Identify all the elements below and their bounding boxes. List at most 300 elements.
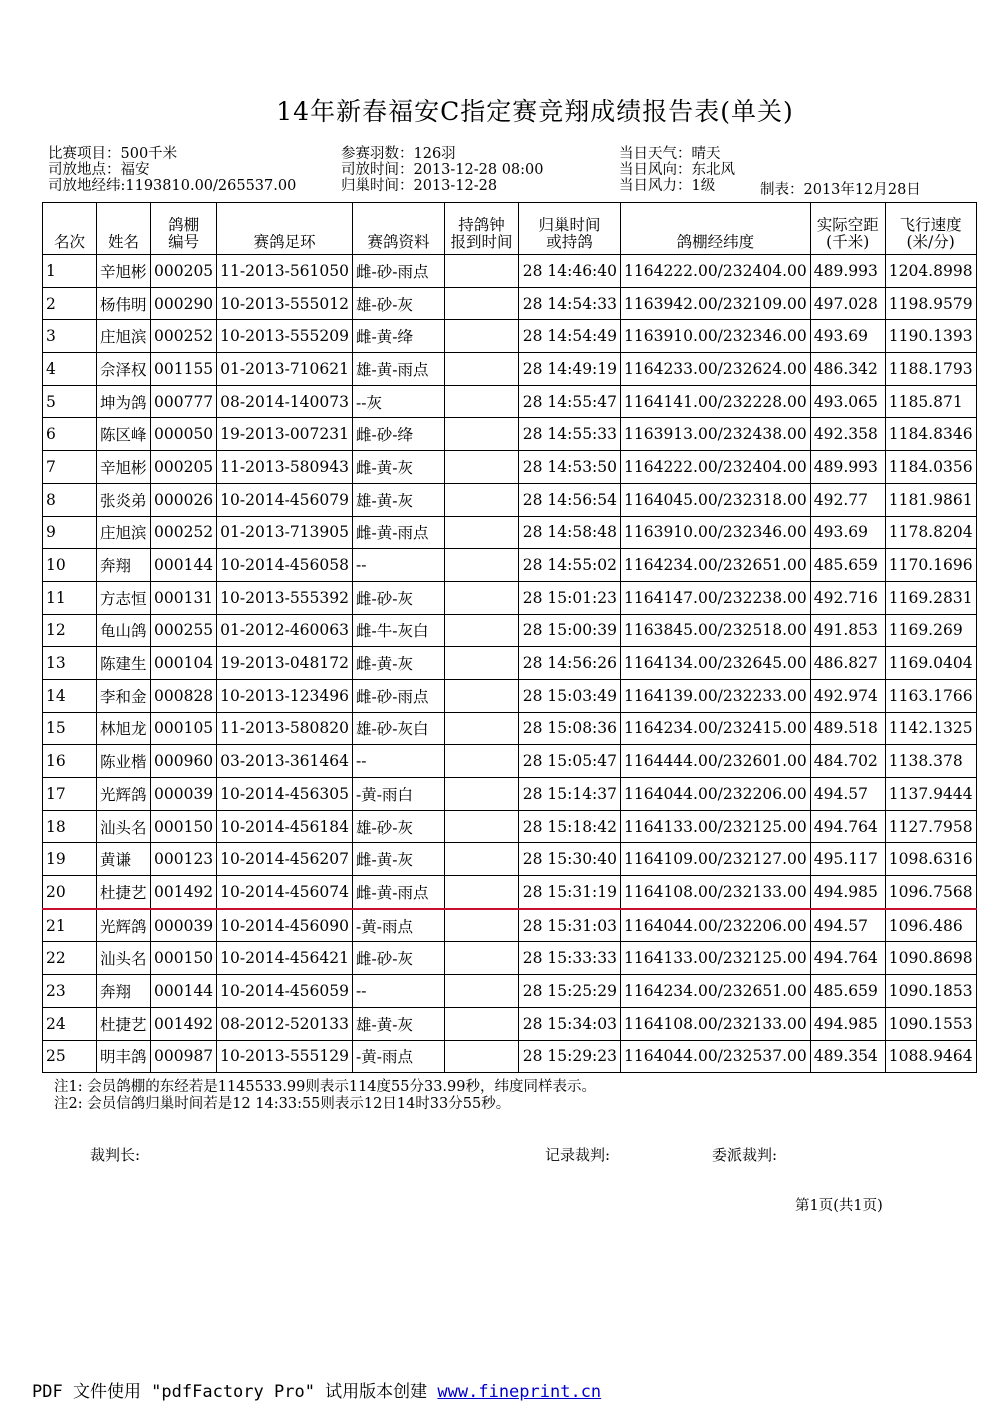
cell-loft-id: 000039 [151,778,217,811]
header-ring: 赛鸽足环 [217,203,353,255]
cell-loft-id: 000123 [151,843,217,876]
cell-name: 辛旭彬 [97,451,151,484]
cell-ring: 10-2014-456059 [217,975,353,1008]
cell-coordinates: 1164108.00/232133.00 [621,876,811,909]
cell-clock-report [445,679,519,712]
release-location: 司放地点：福安 [48,162,150,178]
cell-ring: 01-2012-460063 [217,614,353,647]
cell-pigeon-info: 雌-黄-雨点 [353,876,445,909]
footer-text: PDF 文件使用 "pdfFactory Pro" 试用版本创建 [32,1382,438,1402]
cell-arrival-time: 28 14:55:02 [519,549,621,582]
page-title: 14年新春福安C指定赛竞翔成绩报告表(单关) [276,97,794,126]
entry-count: 参赛羽数：126羽 [341,146,456,162]
cell-clock-report [445,516,519,549]
cell-pigeon-info: 雌-黄-灰 [353,843,445,876]
table-row [43,647,977,680]
cell-coordinates: 1164108.00/232133.00 [621,1007,811,1040]
cell-coordinates: 1164134.00/232645.00 [621,647,811,680]
cell-distance: 492.77 [810,483,885,516]
cell-ring: 19-2013-007231 [217,418,353,451]
table-row [43,287,977,320]
cell-name: 黄谦 [97,843,151,876]
release-time: 司放时间：2013-12-28 08:00 [341,162,544,178]
cell-pigeon-info: -- [353,745,445,778]
cell-name: 林旭龙 [97,712,151,745]
cell-speed: 1169.269 [885,614,976,647]
cell-distance: 494.985 [810,1007,885,1040]
cell-coordinates: 1164044.00/232206.00 [621,778,811,811]
cell-speed: 1204.8998 [885,255,976,288]
cell-distance: 497.028 [810,287,885,320]
cell-distance: 495.117 [810,843,885,876]
table-row [43,320,977,353]
cell-rank: 3 [43,320,97,353]
cell-loft-id: 000150 [151,942,217,975]
cell-distance: 486.342 [810,353,885,386]
table-row [43,778,977,811]
cell-rank: 16 [43,745,97,778]
cell-distance: 492.716 [810,581,885,614]
cell-name: 龟山鸽 [97,614,151,647]
cell-loft-id: 000205 [151,451,217,484]
table-row [43,549,977,582]
cell-rank: 17 [43,778,97,811]
race-info-column-2 [341,146,544,194]
cell-ring: 01-2013-713905 [217,516,353,549]
cell-clock-report [445,876,519,909]
cell-coordinates: 1163942.00/232109.00 [621,287,811,320]
race-event: 比赛项目：500千米 [48,146,178,162]
cell-coordinates: 1163910.00/232346.00 [621,320,811,353]
cell-arrival-time: 28 14:46:40 [519,255,621,288]
cell-ring: 10-2014-456090 [217,909,353,942]
cell-distance: 492.358 [810,418,885,451]
table-row [43,712,977,745]
pdf-footer [32,1377,601,1402]
cell-speed: 1096.7568 [885,876,976,909]
header-coordinates: 鸽棚经纬度 [621,203,811,255]
note-1: 注1: 会员鸽棚的东经若是1145533.99则表示114度55分33.99秒，纬度同样表示。 [54,1079,596,1095]
cell-name: 李和金 [97,679,151,712]
cell-pigeon-info: -黄-雨白 [353,778,445,811]
cell-loft-id: 000828 [151,679,217,712]
cell-coordinates: 1164444.00/232601.00 [621,745,811,778]
cell-loft-id: 000150 [151,810,217,843]
cell-name: 佘泽权 [97,353,151,386]
cell-loft-id: 001155 [151,353,217,386]
cell-name: 奔翔 [97,975,151,1008]
table-row [43,1007,977,1040]
cell-clock-report [445,614,519,647]
cell-pigeon-info: 雌-砂-雨点 [353,255,445,288]
cell-name: 庄旭滨 [97,320,151,353]
cell-rank: 14 [43,679,97,712]
cell-arrival-time: 28 14:58:48 [519,516,621,549]
table-row [43,581,977,614]
cell-speed: 1198.9579 [885,287,976,320]
cell-name: 杨伟明 [97,287,151,320]
cell-coordinates: 1164222.00/232404.00 [621,255,811,288]
cell-coordinates: 1164234.00/232415.00 [621,712,811,745]
table-row [43,810,977,843]
cell-coordinates: 1164133.00/232125.00 [621,942,811,975]
cell-loft-id: 001492 [151,1007,217,1040]
cell-name: 杜捷艺 [97,876,151,909]
note-2: 注2: 会员信鸽归巢时间若是12 14:33:55则表示12日14时33分55秒。 [54,1096,511,1112]
cell-arrival-time: 28 15:31:19 [519,876,621,909]
cell-clock-report [445,418,519,451]
cell-ring: 03-2013-361464 [217,745,353,778]
cell-clock-report [445,451,519,484]
cell-distance: 494.985 [810,876,885,909]
cell-ring: 10-2014-456421 [217,942,353,975]
chief-referee-label: 裁判长: [90,1146,141,1164]
header-rank: 名次 [43,203,97,255]
cell-speed: 1170.1696 [885,549,976,582]
cell-coordinates: 1164109.00/232127.00 [621,843,811,876]
cell-name: 汕头名 [97,942,151,975]
cell-arrival-time: 28 14:56:54 [519,483,621,516]
cell-arrival-time: 28 15:08:36 [519,712,621,745]
cell-rank: 25 [43,1040,97,1073]
cell-coordinates: 1164044.00/232206.00 [621,909,811,942]
cell-rank: 23 [43,975,97,1008]
cell-speed: 1090.1853 [885,975,976,1008]
table-row [43,1040,977,1073]
cell-name: 坤为鸽 [97,385,151,418]
table-maker-date: 制表：2013年12月28日 [760,182,921,198]
cell-distance: 492.974 [810,679,885,712]
cell-name: 方志恒 [97,581,151,614]
cell-arrival-time: 28 15:01:23 [519,581,621,614]
cell-ring: 01-2013-710621 [217,353,353,386]
cell-loft-id: 000144 [151,549,217,582]
cell-ring: 10-2014-456207 [217,843,353,876]
cell-pigeon-info: -黄-雨点 [353,1040,445,1073]
cell-pigeon-info: 雌-砂-灰 [353,581,445,614]
cell-pigeon-info: 雄-砂-灰白 [353,712,445,745]
cell-pigeon-info: 雄-砂-灰 [353,810,445,843]
table-header-row [43,203,977,255]
cell-rank: 22 [43,942,97,975]
cell-pigeon-info: --灰 [353,385,445,418]
table-row [43,516,977,549]
cell-coordinates: 1163845.00/232518.00 [621,614,811,647]
cell-clock-report [445,712,519,745]
cell-ring: 11-2013-580820 [217,712,353,745]
results-body [43,255,977,1073]
cell-ring: 10-2014-456305 [217,778,353,811]
appointed-referee-label: 委派裁判: [712,1146,778,1164]
cell-distance: 491.853 [810,614,885,647]
cell-ring: 10-2014-456058 [217,549,353,582]
cell-loft-id: 000144 [151,975,217,1008]
header-speed: 飞行速度 (米/分) [885,203,976,255]
cell-clock-report [445,385,519,418]
cell-speed: 1169.0404 [885,647,976,680]
cell-clock-report [445,942,519,975]
cell-speed: 1098.6316 [885,843,976,876]
table-row [43,614,977,647]
release-coordinates: 司放地经纬:1193810.00/265537.00 [48,178,297,194]
cell-rank: 8 [43,483,97,516]
cell-clock-report [445,287,519,320]
cell-loft-id: 000255 [151,614,217,647]
cell-clock-report [445,810,519,843]
cell-distance: 485.659 [810,975,885,1008]
cell-ring: 10-2014-456184 [217,810,353,843]
cell-speed: 1088.9464 [885,1040,976,1073]
cell-name: 奔翔 [97,549,151,582]
cell-pigeon-info: 雄-黄-灰 [353,1007,445,1040]
cell-speed: 1096.486 [885,909,976,942]
cell-name: 杜捷艺 [97,1007,151,1040]
cell-pigeon-info: 雌-砂-灰 [353,942,445,975]
cell-arrival-time: 28 14:56:26 [519,647,621,680]
cell-arrival-time: 28 14:49:19 [519,353,621,386]
cell-coordinates: 1164233.00/232624.00 [621,353,811,386]
table-row [43,745,977,778]
cell-rank: 24 [43,1007,97,1040]
cell-rank: 6 [43,418,97,451]
table-row [43,942,977,975]
cell-clock-report [445,778,519,811]
cell-clock-report [445,909,519,942]
cell-clock-report [445,255,519,288]
cell-name: 汕头名 [97,810,151,843]
cell-speed: 1185.871 [885,385,976,418]
table-row [43,353,977,386]
cell-ring: 10-2014-456079 [217,483,353,516]
cell-pigeon-info: 雌-牛-灰白 [353,614,445,647]
cell-speed: 1181.9861 [885,483,976,516]
cell-name: 陈区峰 [97,418,151,451]
table-row [43,843,977,876]
cell-distance: 489.993 [810,451,885,484]
cell-rank: 9 [43,516,97,549]
table-row [43,679,977,712]
cell-loft-id: 001492 [151,876,217,909]
cell-pigeon-info: -黄-雨点 [353,909,445,942]
weather: 当日天气：晴天 [619,146,721,162]
wind-force: 当日风力：1级 [619,178,716,194]
cell-ring: 10-2014-456074 [217,876,353,909]
cell-coordinates: 1164141.00/232228.00 [621,385,811,418]
race-info-column-3 [619,146,735,194]
cell-name: 明丰鸽 [97,1040,151,1073]
cell-ring: 11-2013-580943 [217,451,353,484]
fineprint-link[interactable]: www.fineprint.cn [437,1382,602,1402]
cell-rank: 4 [43,353,97,386]
cell-clock-report [445,483,519,516]
cell-pigeon-info: 雄-黄-雨点 [353,353,445,386]
cell-coordinates: 1163913.00/232438.00 [621,418,811,451]
cell-speed: 1137.9444 [885,778,976,811]
table-row [43,909,977,942]
cell-rank: 19 [43,843,97,876]
cell-arrival-time: 28 14:54:33 [519,287,621,320]
table-row [43,255,977,288]
cell-arrival-time: 28 15:18:42 [519,810,621,843]
cell-name: 张炎弟 [97,483,151,516]
cell-coordinates: 1164139.00/232233.00 [621,679,811,712]
cell-name: 庄旭滨 [97,516,151,549]
cell-loft-id: 000039 [151,909,217,942]
cell-ring: 10-2013-123496 [217,679,353,712]
table-row [43,876,977,909]
return-date: 归巢时间：2013-12-28 [341,178,498,194]
results-table [42,202,977,1073]
cell-name: 陈建生 [97,647,151,680]
notes [54,1079,596,1113]
cell-coordinates: 1164222.00/232404.00 [621,451,811,484]
header-loft-id: 鸽棚 编号 [151,203,217,255]
cell-arrival-time: 28 14:54:49 [519,320,621,353]
cell-distance: 494.764 [810,810,885,843]
cell-coordinates: 1164044.00/232537.00 [621,1040,811,1073]
cell-rank: 21 [43,909,97,942]
cell-clock-report [445,1007,519,1040]
cell-pigeon-info: 雌-砂-绛 [353,418,445,451]
cell-arrival-time: 28 15:03:49 [519,679,621,712]
header-name: 姓名 [97,203,151,255]
cell-arrival-time: 28 15:34:03 [519,1007,621,1040]
cell-loft-id: 000252 [151,516,217,549]
cell-rank: 15 [43,712,97,745]
cell-ring: 19-2013-048172 [217,647,353,680]
cell-distance: 489.354 [810,1040,885,1073]
cell-arrival-time: 28 14:55:33 [519,418,621,451]
cell-ring: 10-2013-555129 [217,1040,353,1073]
cell-distance: 485.659 [810,549,885,582]
cell-loft-id: 000252 [151,320,217,353]
cell-distance: 486.827 [810,647,885,680]
cell-arrival-time: 28 15:25:29 [519,975,621,1008]
table-row [43,483,977,516]
cell-speed: 1169.2831 [885,581,976,614]
cell-pigeon-info: 雌-黄-绛 [353,320,445,353]
cell-coordinates: 1164234.00/232651.00 [621,975,811,1008]
cell-pigeon-info: 雌-砂-雨点 [353,679,445,712]
cell-distance: 494.57 [810,909,885,942]
cell-loft-id: 000050 [151,418,217,451]
cell-rank: 7 [43,451,97,484]
cell-speed: 1138.378 [885,745,976,778]
header-arrival: 归巢时间 或持鸽 [519,203,621,255]
cell-arrival-time: 28 15:00:39 [519,614,621,647]
cell-distance: 484.702 [810,745,885,778]
cell-pigeon-info: -- [353,549,445,582]
cell-speed: 1090.1553 [885,1007,976,1040]
cell-loft-id: 000026 [151,483,217,516]
cell-loft-id: 000987 [151,1040,217,1073]
cell-distance: 493.69 [810,320,885,353]
cell-distance: 489.993 [810,255,885,288]
cell-ring: 08-2012-520133 [217,1007,353,1040]
cell-ring: 11-2013-561050 [217,255,353,288]
cell-coordinates: 1164234.00/232651.00 [621,549,811,582]
cell-arrival-time: 28 15:30:40 [519,843,621,876]
cell-clock-report [445,843,519,876]
cell-speed: 1163.1766 [885,679,976,712]
cell-ring: 10-2013-555209 [217,320,353,353]
cell-rank: 2 [43,287,97,320]
cell-arrival-time: 28 14:53:50 [519,451,621,484]
cell-coordinates: 1164147.00/232238.00 [621,581,811,614]
cell-distance: 489.518 [810,712,885,745]
cell-arrival-time: 28 15:33:33 [519,942,621,975]
cell-rank: 11 [43,581,97,614]
cell-arrival-time: 28 15:31:03 [519,909,621,942]
cell-speed: 1184.8346 [885,418,976,451]
cell-clock-report [445,745,519,778]
cell-speed: 1190.1393 [885,320,976,353]
header-distance: 实际空距 (千米) [810,203,885,255]
cell-rank: 13 [43,647,97,680]
record-referee-label: 记录裁判: [545,1146,611,1164]
cell-rank: 10 [43,549,97,582]
header-pigeon-info: 赛鸽资料 [353,203,445,255]
cell-distance: 493.065 [810,385,885,418]
table-row [43,385,977,418]
cell-loft-id: 000131 [151,581,217,614]
cell-distance: 494.57 [810,778,885,811]
cell-coordinates: 1164133.00/232125.00 [621,810,811,843]
cell-clock-report [445,353,519,386]
cell-speed: 1142.1325 [885,712,976,745]
cell-arrival-time: 28 15:29:23 [519,1040,621,1073]
cell-loft-id: 000777 [151,385,217,418]
cell-loft-id: 000105 [151,712,217,745]
cell-ring: 10-2013-555392 [217,581,353,614]
cell-rank: 12 [43,614,97,647]
cell-clock-report [445,1040,519,1073]
cell-clock-report [445,581,519,614]
table-row [43,418,977,451]
cell-clock-report [445,647,519,680]
race-info-column-1 [48,146,296,194]
cell-name: 陈业楷 [97,745,151,778]
cell-name: 光辉鸽 [97,778,151,811]
cell-loft-id: 000104 [151,647,217,680]
cell-clock-report [445,549,519,582]
cell-pigeon-info: 雌-黄-雨点 [353,516,445,549]
cell-speed: 1090.8698 [885,942,976,975]
cell-arrival-time: 28 14:55:47 [519,385,621,418]
cell-ring: 08-2014-140073 [217,385,353,418]
cell-rank: 5 [43,385,97,418]
cell-arrival-time: 28 15:14:37 [519,778,621,811]
cell-loft-id: 000290 [151,287,217,320]
table-row [43,451,977,484]
cell-pigeon-info: 雌-黄-灰 [353,647,445,680]
cell-arrival-time: 28 15:05:47 [519,745,621,778]
page-number: 第1页(共1页) [795,1198,883,1214]
table-row [43,975,977,1008]
cell-pigeon-info: 雄-砂-灰 [353,287,445,320]
cell-pigeon-info: 雌-黄-灰 [353,451,445,484]
cell-distance: 493.69 [810,516,885,549]
cell-speed: 1184.0356 [885,451,976,484]
cell-loft-id: 000205 [151,255,217,288]
cell-ring: 10-2013-555012 [217,287,353,320]
cell-rank: 20 [43,876,97,909]
cell-speed: 1127.7958 [885,810,976,843]
cell-coordinates: 1164045.00/232318.00 [621,483,811,516]
cell-speed: 1178.8204 [885,516,976,549]
cell-loft-id: 000960 [151,745,217,778]
header-clock-report: 持鸽钟 报到时间 [445,203,519,255]
